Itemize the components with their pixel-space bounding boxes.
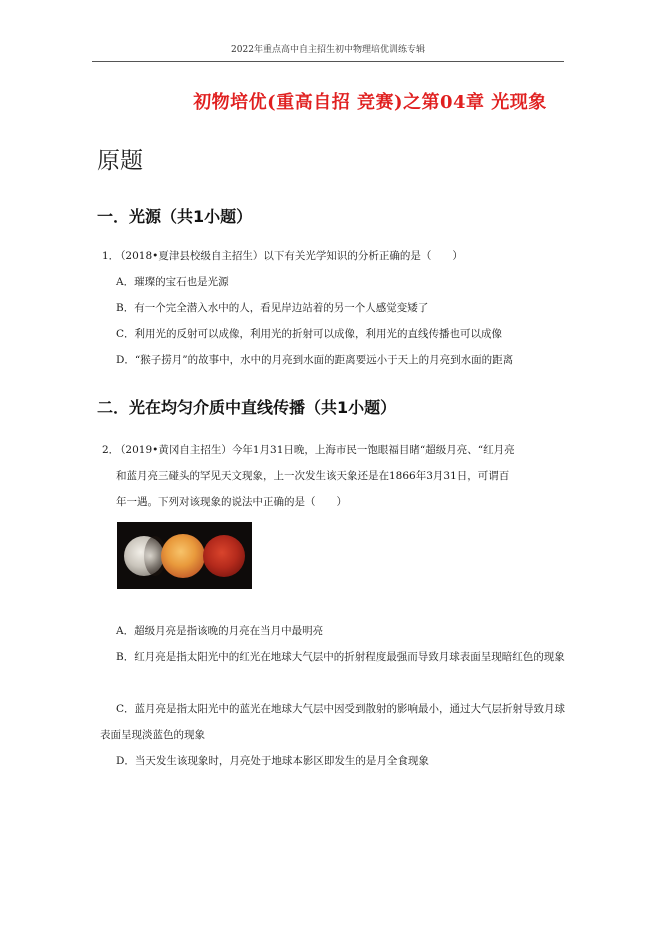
header-divider: [92, 61, 564, 62]
document-title: 初物培优(重高自招 竞赛)之第04章 光现象: [193, 92, 547, 113]
gray-moon: [124, 536, 164, 576]
red-moon: [203, 535, 245, 577]
question-2-stem: [102, 437, 572, 463]
question-text-line: （2019•黄冈自主招生）今年1月31日晚，上海市民一饱眼福目睹“超级月亮、“红月亮: [120, 444, 515, 456]
main-section-title: 原题: [97, 148, 143, 174]
section-heading-light-source: 一．光源（共1小题）: [97, 207, 253, 226]
question-2-option-b: B．红月亮是指太阳光中的红光在地球大气层中的折射程度最强而导致月球表面呈现暗红色的现象: [116, 651, 565, 663]
question-1-stem: [102, 243, 572, 269]
question-2-option-c: C．蓝月亮是指太阳光中的蓝光在地球大气层中因受到散射的影响最小，通过大气层折射导致月球表面呈现淡蓝色的现象: [100, 703, 566, 741]
question-2-option-a: A．超级月亮是指该晚的月亮在当月中最明亮: [116, 625, 324, 637]
question-2-stem-line-2: 和蓝月亮三碰头的罕见天文现象，上一次发生该天象还是在1866年3月31日，可谓百: [116, 470, 510, 482]
question-1-option-a: A．璀璨的宝石也是光源: [116, 276, 229, 288]
question-1-option-d: D．“猴子捞月”的故事中，水中的月亮到水面的距离要远小于天上的月亮到水面的距离: [116, 354, 514, 366]
lunar-eclipse-photo: [117, 522, 252, 589]
question-1-option-b: B．有一个完全潜入水中的人，看见岸边站着的另一个人感觉变矮了: [116, 302, 429, 314]
question-1-option-c: C．利用光的反射可以成像，利用光的折射可以成像，利用光的直线传播也可以成像: [116, 328, 503, 340]
section-heading-rectilinear-propagation: 二．光在均匀介质中直线传播（共1小题）: [97, 398, 397, 417]
question-2-option-d: D．当天发生该现象时，月亮处于地球本影区即发生的是月全食现象: [116, 755, 429, 767]
question-2-stem-line-3: 年一遇。下列对该现象的说法中正确的是（ ）: [116, 496, 347, 508]
question-number: 1．: [102, 250, 120, 262]
running-header: 2022年重点高中自主招生初中物理培优训练专辑: [231, 45, 425, 55]
orange-moon: [161, 534, 205, 578]
question-text: （2018•夏津县校级自主招生）以下有关光学知识的分析正确的是（ ）: [120, 250, 463, 262]
question-number: 2．: [102, 444, 120, 456]
